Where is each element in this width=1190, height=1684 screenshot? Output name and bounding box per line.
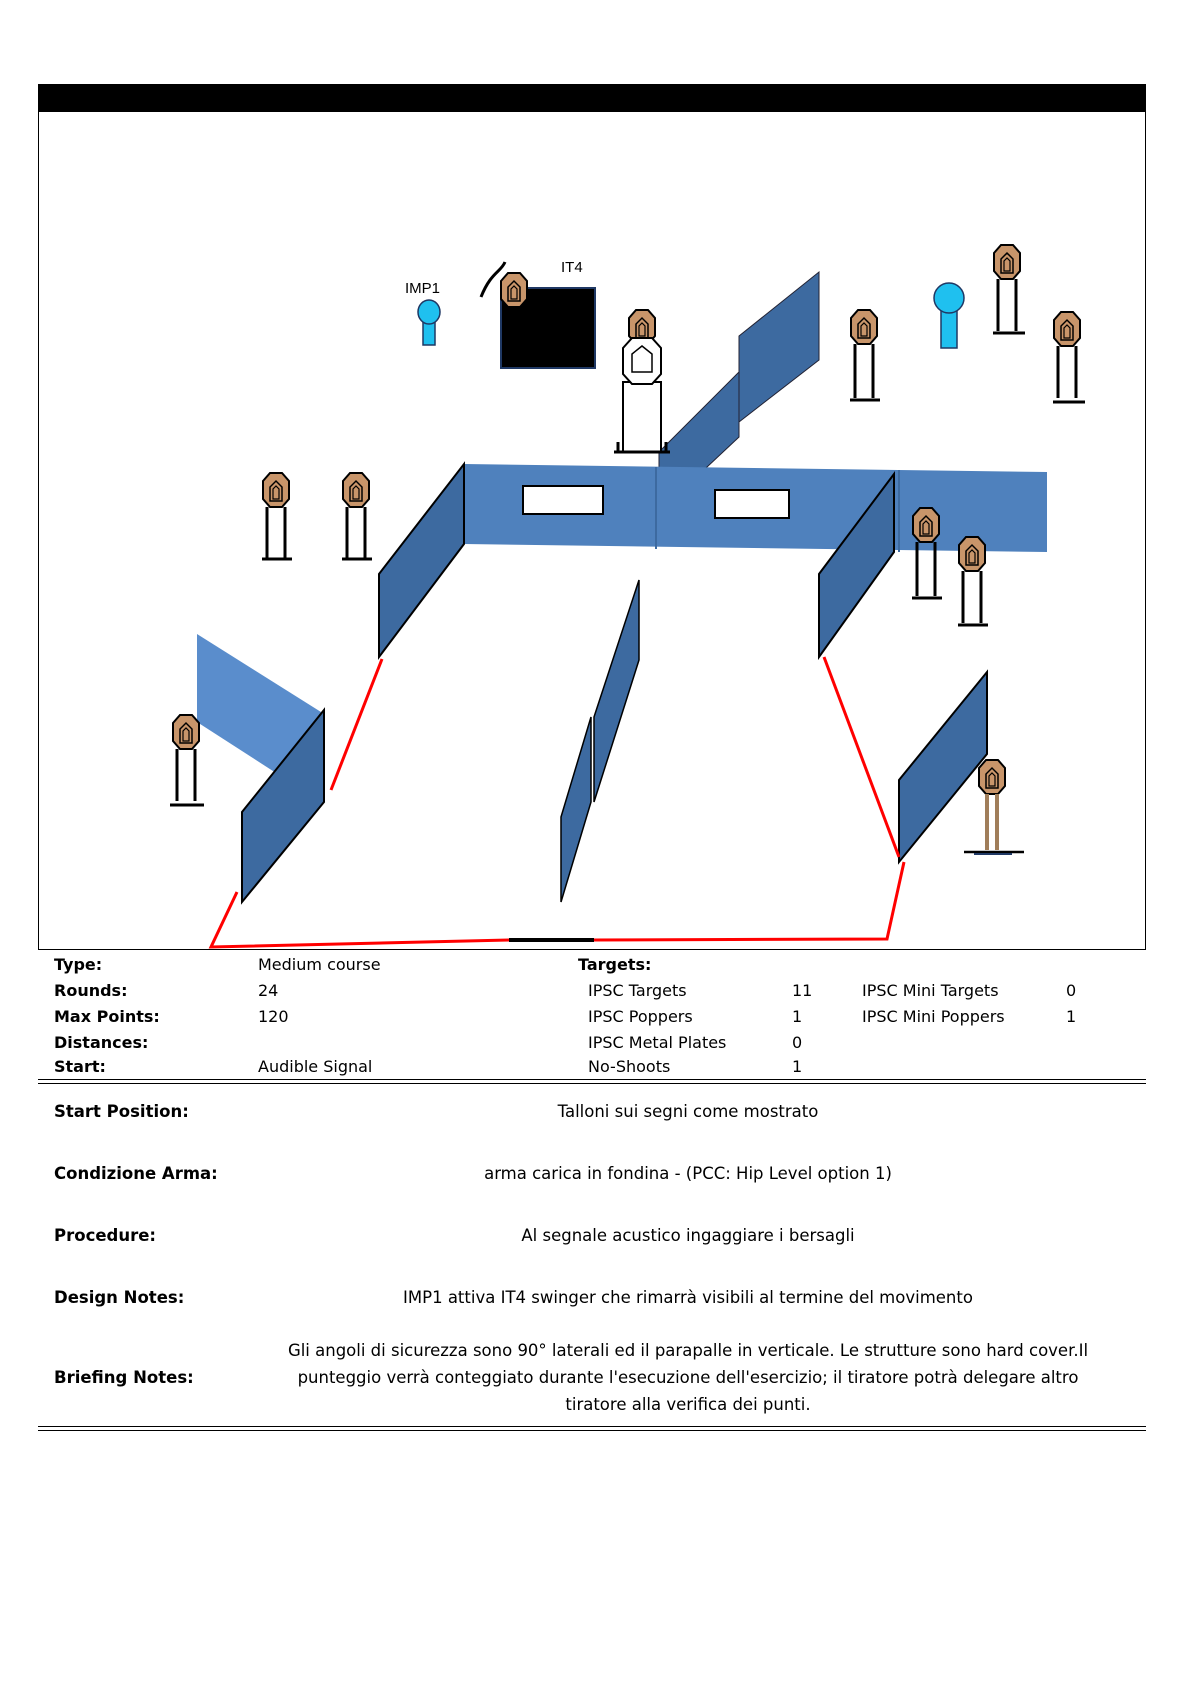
target-name: No-Shoots xyxy=(588,1057,671,1076)
target-name: IPSC Metal Plates xyxy=(588,1033,727,1052)
divider xyxy=(38,1426,1146,1427)
divider xyxy=(38,1430,1146,1431)
port-left xyxy=(523,486,603,514)
procedure-value: Al segnale acustico ingaggiare i bersagli xyxy=(521,1226,855,1245)
procedure-label: Procedure: xyxy=(54,1226,157,1245)
briefing-label: Briefing Notes: xyxy=(54,1368,194,1387)
target-name: IPSC Targets xyxy=(588,981,687,1000)
label-imp1: IMP1 xyxy=(405,280,441,297)
title-bar xyxy=(38,84,1146,112)
mini-target-count: 1 xyxy=(1066,1007,1077,1026)
label-it4: IT4 xyxy=(561,259,583,276)
distances-label: Distances: xyxy=(54,1033,149,1052)
design-value: IMP1 attiva IT4 swinger che rimarrà visibili al termine del movimento xyxy=(403,1288,973,1307)
condizione-value: arma carica in fondina - (PCC: Hip Level option 1) xyxy=(484,1164,892,1183)
popper-right xyxy=(934,283,964,348)
wall-center-1 xyxy=(594,580,639,802)
targets-label: Targets: xyxy=(578,955,652,974)
design-label: Design Notes: xyxy=(54,1288,185,1307)
maxpoints-label: Max Points: xyxy=(54,1007,160,1026)
target-count: 1 xyxy=(792,1057,803,1076)
wood-stand-target xyxy=(964,760,1024,854)
divider xyxy=(38,1083,1146,1084)
condizione-label: Condizione Arma: xyxy=(54,1164,218,1183)
target-name: IPSC Poppers xyxy=(588,1007,693,1026)
divider xyxy=(38,1079,1146,1080)
start-value: Audible Signal xyxy=(258,1057,373,1076)
rounds-value: 24 xyxy=(258,981,279,1000)
maxpoints-value: 120 xyxy=(258,1007,289,1026)
mini-target-name: IPSC Mini Targets xyxy=(862,981,999,1000)
wall-back-left xyxy=(739,272,819,422)
mini-target-count: 0 xyxy=(1066,981,1077,1000)
target-count: 11 xyxy=(792,981,813,1000)
mini-target-name: IPSC Mini Poppers xyxy=(862,1007,1005,1026)
type-value: Medium course xyxy=(258,955,381,974)
rounds-label: Rounds: xyxy=(54,981,128,1000)
start-position-value: Talloni sui segni come mostrato xyxy=(557,1102,819,1121)
wall-left-bay xyxy=(379,464,464,657)
briefing-line: Gli angoli di sicurezza sono 90° laterali ed il parapalle in verticale. Le strutture sono hard cover.Il xyxy=(287,1341,1089,1360)
popper-imp1 xyxy=(418,300,440,345)
stage-drawing xyxy=(39,112,1147,950)
start-label: Start: xyxy=(54,1057,106,1076)
type-label: Type: xyxy=(54,955,103,974)
wall-right-front xyxy=(899,672,987,862)
fault-line xyxy=(331,659,382,790)
briefing-line: punteggio verrà conteggiato durante l'esecuzione dell'esercizio; il tiratore potrà delegare altro xyxy=(297,1368,1079,1387)
wall-center-2 xyxy=(561,717,591,902)
briefing-line: tiratore alla verifica dei punti. xyxy=(565,1395,811,1414)
start-position-label: Start Position: xyxy=(54,1102,189,1121)
stage-diagram xyxy=(38,112,1146,950)
target-count: 0 xyxy=(792,1033,803,1052)
port-right xyxy=(715,490,789,518)
no-shoot xyxy=(614,338,670,452)
target-count: 1 xyxy=(792,1007,803,1026)
